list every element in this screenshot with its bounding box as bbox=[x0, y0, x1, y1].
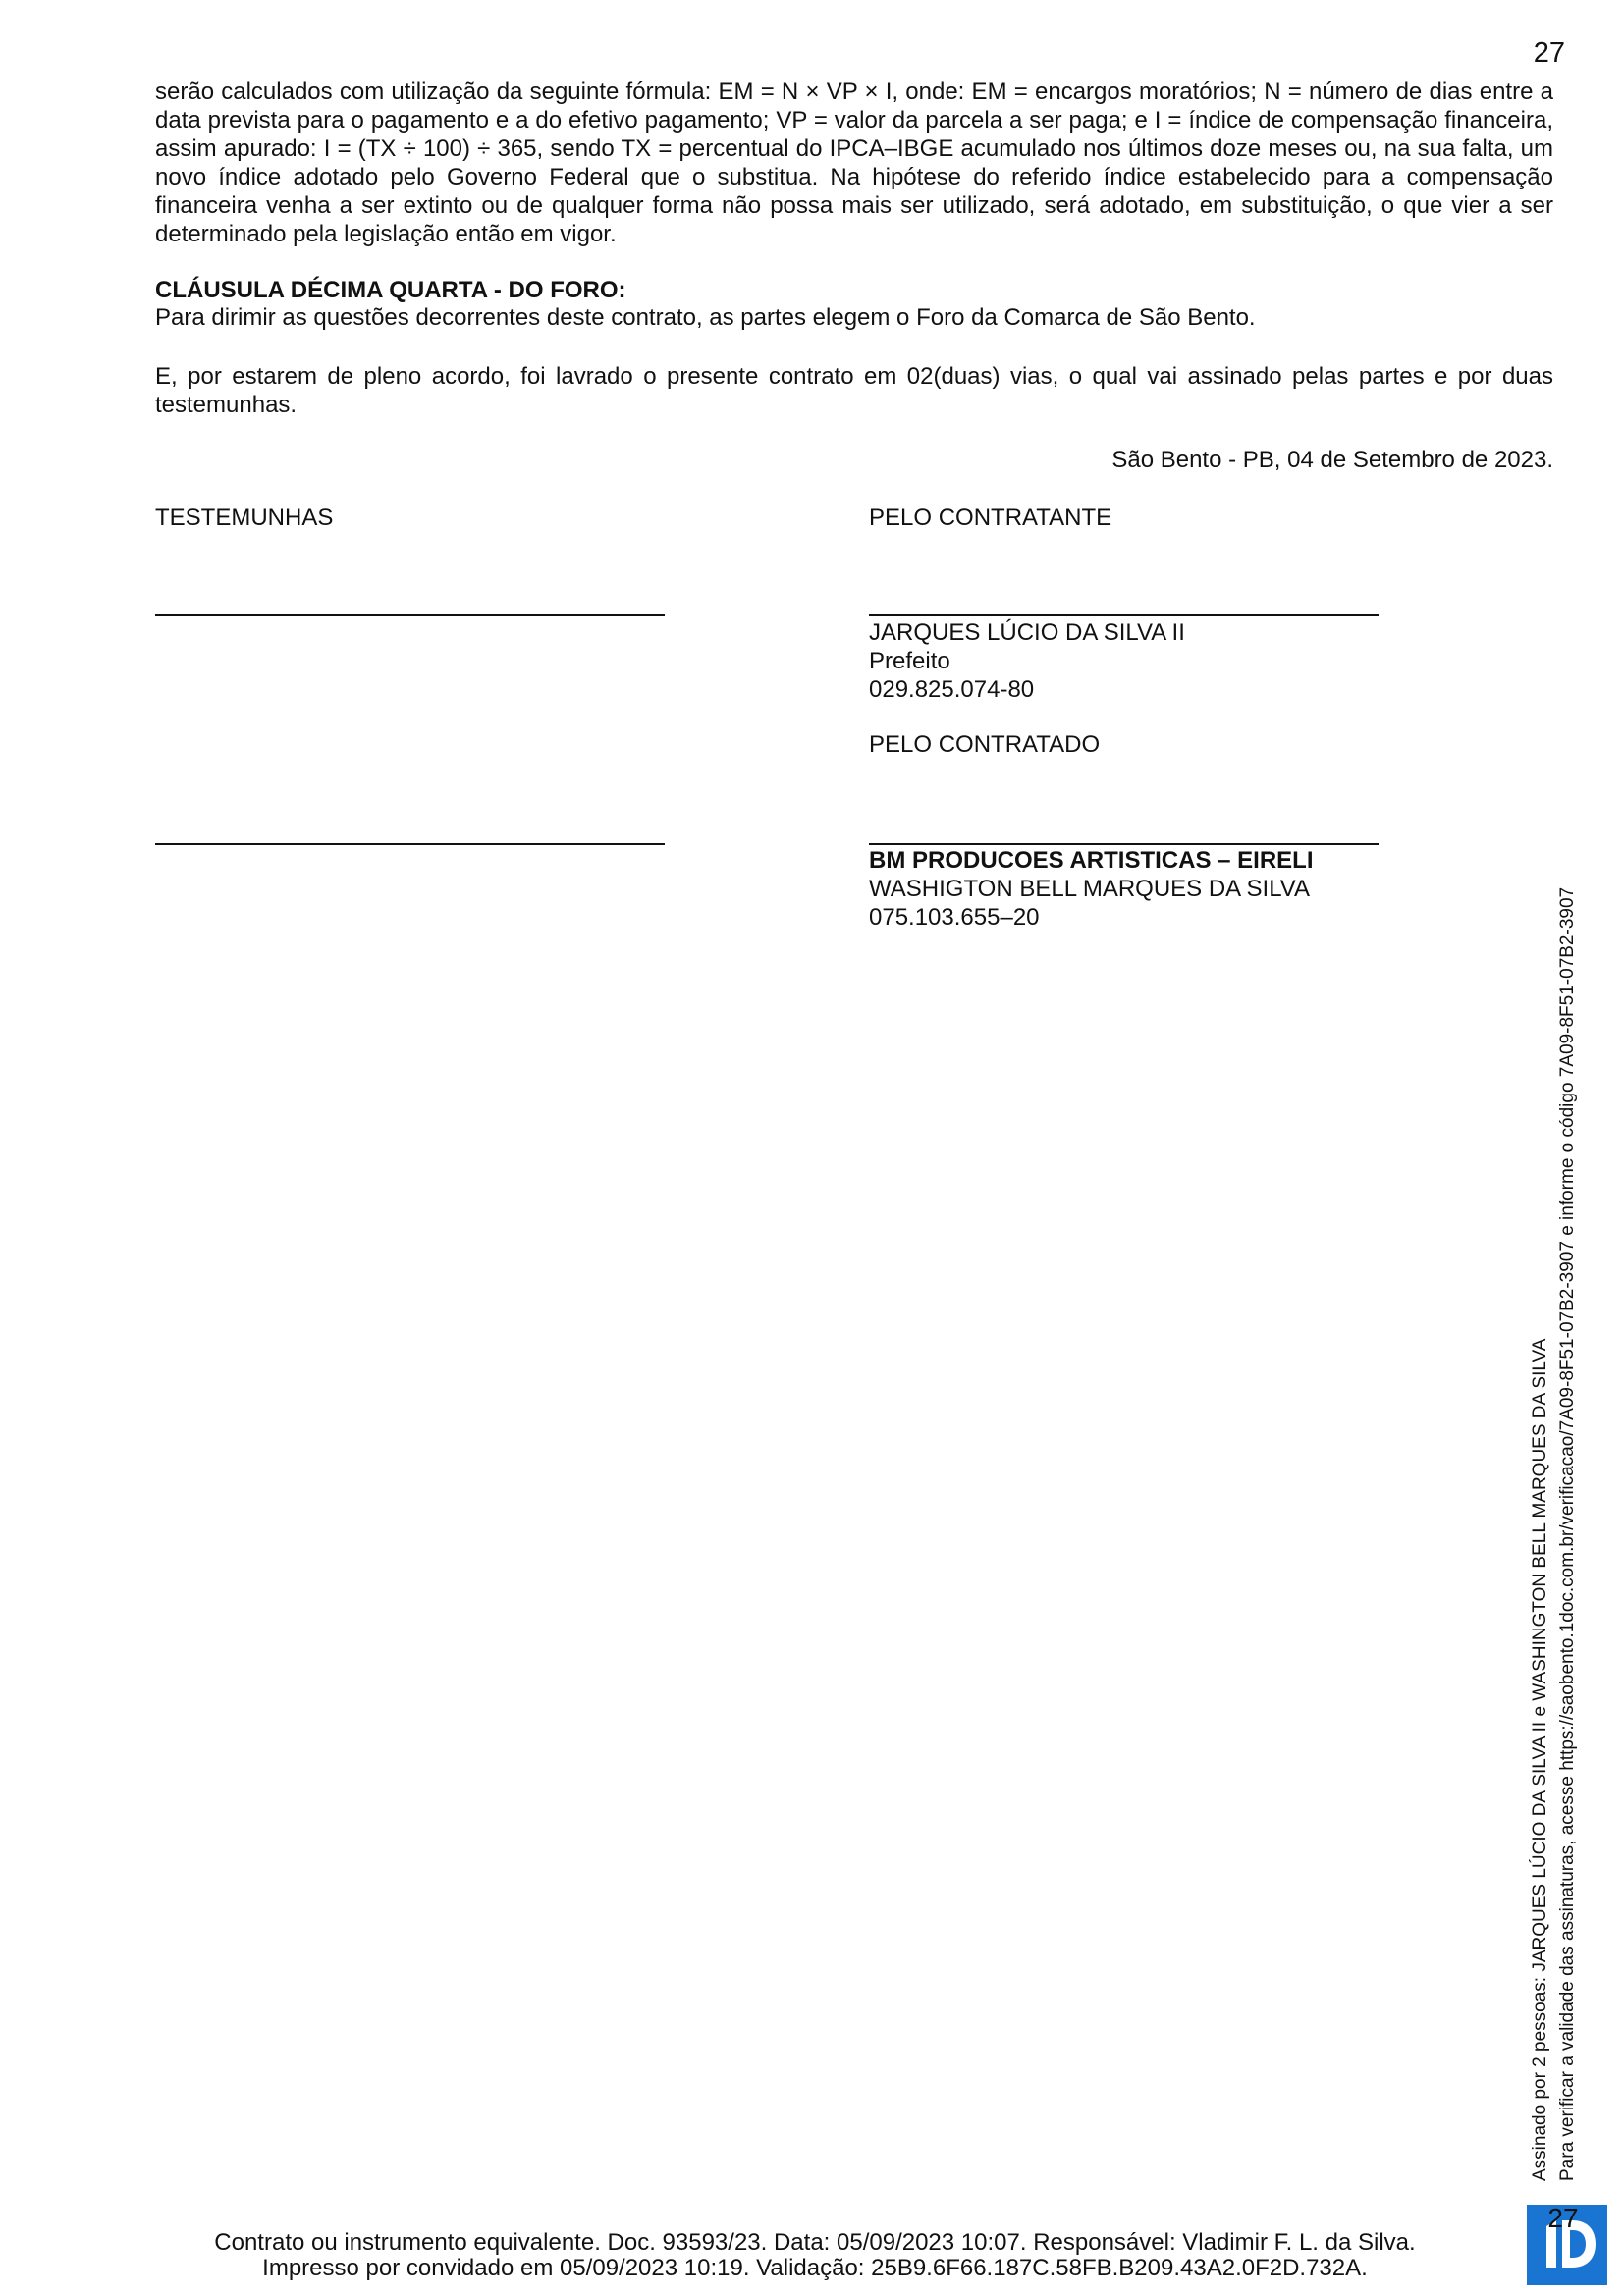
contractor-role: Prefeito bbox=[869, 648, 950, 674]
date-line: São Bento - PB, 04 de Setembro de 2023. bbox=[1111, 447, 1553, 473]
interest-paragraph: serão calculados com utilização da seguinte fórmula: EM = N × VP × I, onde: EM = encargos moratórios; N = número de dias entre a data prevista para o pagamento e a do efetivo pagamento; VP = valor da parcela a ser paga; e I = índice de compensação financeira, assim apurado: I = (TX ÷ 100) ÷ 365, sendo TX = percentual do IPCA–IBGE acumulado nos últimos doze meses ou, na sua falta, um novo índice adotado pelo Governo Federal que o substitua. Na hipótese do referido índice estabelecido para a compensação financeira venha a ser extinto ou de qualquer forma não possa mais ser utilizado, será adotado, em substituição, o que vier a ser determinado pela legislação então em vigor. bbox=[155, 79, 1553, 247]
logo-page-number: 27 bbox=[1547, 2203, 1579, 2233]
page-number: 27 bbox=[1533, 37, 1565, 69]
witness-signature-line-2 bbox=[155, 843, 665, 845]
clause-title: CLÁUSULA DÉCIMA QUARTA - DO FORO: bbox=[155, 277, 626, 303]
contractor-name: JARQUES LÚCIO DA SILVA II bbox=[869, 619, 1185, 646]
contractor-label: PELO CONTRATANTE bbox=[869, 505, 1112, 531]
contracted-signature-block bbox=[869, 846, 1313, 932]
signature-verification-note bbox=[1527, 887, 1582, 2181]
sidebar-signers: Assinado por 2 pessoas: JARQUES LÚCIO DA SILVA II e WASHINGTON BELL MARQUES DA SILVA bbox=[1530, 1338, 1550, 2181]
contractor-signature-line bbox=[869, 614, 1379, 616]
footer-line-1: Contrato ou instrumento equivalente. Doc. 93593/23. Data: 05/09/2023 10:07. Responsável: Vladimir F. L. da Silva. bbox=[214, 2229, 1416, 2256]
contracted-company: BM PRODUCOES ARTISTICAS – EIRELI bbox=[869, 847, 1314, 874]
contractor-cpf: 029.825.074-80 bbox=[869, 676, 1035, 703]
contracted-name: WASHIGTON BELL MARQUES DA SILVA bbox=[869, 876, 1311, 902]
contractor-signature-block bbox=[869, 618, 1185, 704]
sidebar-verification: Para verificar a validade das assinaturas, acesse https://saobento.1doc.com.br/verificacao/7A09-8F51-07B2-3907 e informe o código 7A09-8F51-07B2-3907 bbox=[1557, 886, 1578, 2181]
witness-signature-line-1 bbox=[155, 614, 665, 616]
clause-body: Para dirimir as questões decorrentes deste contrato, as partes elegem o Foro da Comarca de São Bento. bbox=[155, 304, 1256, 331]
contracted-label: PELO CONTRATADO bbox=[869, 731, 1101, 758]
footer bbox=[147, 2230, 1483, 2281]
footer-line-2: Impresso por convidado em 05/09/2023 10:19. Validação: 25B9.6F66.187C.58FB.B209.43A2.0F2D.732A. bbox=[262, 2255, 1368, 2281]
contracted-signature-line bbox=[869, 843, 1379, 845]
closing-paragraph: E, por estarem de pleno acordo, foi lavrado o presente contrato em 02(duas) vias, o qual vai assinado pelas partes e por duas testemunhas. bbox=[155, 363, 1553, 418]
witnesses-label: TESTEMUNHAS bbox=[155, 505, 334, 531]
contracted-cpf: 075.103.655–20 bbox=[869, 904, 1040, 931]
